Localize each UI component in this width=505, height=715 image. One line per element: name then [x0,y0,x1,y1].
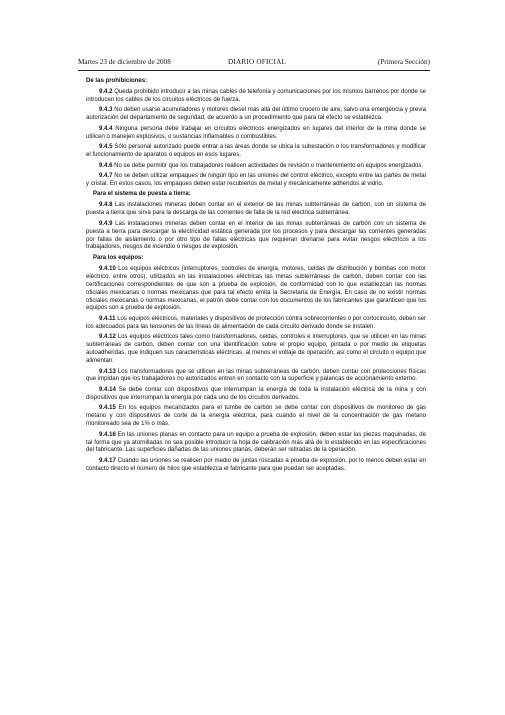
paragraph-text: Los equipos eléctricos tales como transformadores, celdas, controles e interruptores, que se utilicen en las minas subterráneas de carbón, deben contar con una identificación sobre el propio equipo, pintada o por medio de etiquetas autoadheridas, que indiquen sus características eléctricas, al menos el voltaje de operación, así como el circuito o equipo que alimentan. [86,334,426,365]
paragraph-9-4-6 [86,163,426,171]
section-heading-prohibiciones: De las prohibiciones: [86,78,148,84]
paragraph-text: En los equipos mecanizados para el tumbe de carbón se debe contar con dispositivos de monitoreo de gas metano y con dispositivos de corte de la energía eléctrica, para cuando el nivel de la concentración de gas metano monitoreado sea de 1% o más. [86,405,426,428]
paragraph-number: 9.4.11 [99,315,116,322]
paragraph-9-4-10 [86,266,426,313]
paragraph-number: 9.4.15 [99,405,116,412]
paragraph-number: 9.4.7 [99,173,113,180]
paragraph-text: Queda prohibido introducir a las minas cables de telefonía y comunicaciones por los mismos barrenos por donde se introducen los cables de los circuitos eléctricos de fuerza. [86,88,427,103]
paragraph-number: 9.4.8 [99,202,113,209]
paragraph-text: Los equipos eléctricos (interruptores, controles de energía, motores, celdas de distribución y bombas con motor eléctrico, entre otros), utilizados en las instalaciones eléctricas las minas subterráneas de carbón, deben contar con las certificaciones correspondientes de que son a prueba de explosión, de conformidad con lo que establezcan las normas oficiales mexicanas o normas mexicanas que para tal efecto emita la Secretaría de Energía. En caso de no existir normas oficiales mexicanas o normas mexicanas, el patrón debe contar con los documentos de los fabricantes que garanticen que los equipos son a prueba de explosión. [86,265,426,312]
page-header [78,58,430,70]
paragraph-text: Se debe contar con dispositivos que interrumpan la energía de toda la instalación eléctrica de la mina y con dispositivos que interrumpan la energía por cada uno de los circuitos derivados. [86,386,426,401]
paragraph-number: 9.4.16 [99,431,116,438]
paragraph-text: Cuando las uniones se realicen por medio de juntas roscadas a prueba de explosión, por lo menos deben estar en contacto directo el número de hilos que establezca el fabricante para que puedan ser aceptadas. [86,457,426,472]
header-publication: DIARIO OFICIAL [228,58,287,66]
paragraph-9-4-7 [86,173,426,189]
section-heading-equipos: Para los equipos: [93,254,144,261]
paragraph-9-4-15 [86,405,426,429]
paragraph-number: 9.4.4 [99,125,113,132]
paragraph-text: En las uniones planas en contacto para un equipo a prueba de explosión, deben estar las piezas maquinadas, de tal forma que ya atornilladas no sea posible introducir la hoja de calibración más allá de lo establecido en las especificaciones del fabricante. Las superficies dañadas de las uniones planas, deberán ser retiradas de la operación. [86,431,426,454]
paragraph-number: 9.4.9 [99,220,113,227]
header-section: (Primera Sección) [377,58,430,66]
paragraph-9-4-2 [86,89,426,105]
paragraph-number: 9.4.5 [99,144,113,151]
paragraph-text: Los transformadores que se utilicen en las minas subterráneas de carbón, deben contar con protecciones físicas que impidan que los trabajadores no autorizados entren en contacto con la superficie y palancas de accionamiento externo. [86,368,427,383]
paragraph-text: Las instalaciones mineras deben contar en el interior de las minas subterráneas de carbón con un sistema de puesta a tierra para descargar la electricidad estática generada por los procesos y para descargar las corrientes generadas por fallas de aislamiento o por otro tipo de fallas eléctricas que requieran drenarse para evitar riesgos eléctricos a los trabajadores, riesgos de incendio o riesgos de explosión. [86,220,426,251]
paragraph-number: 9.4.13 [99,368,116,375]
paragraph-9-4-9 [86,221,426,253]
header-date: Martes 23 de diciembre de 2008 [78,58,171,66]
paragraph-9-4-8 [86,202,426,218]
paragraph-9-4-4 [86,126,426,142]
paragraph-number: 9.4.6 [99,162,113,169]
paragraph-9-4-16 [86,432,426,456]
paragraph-9-4-12 [86,334,426,366]
paragraph-number: 9.4.14 [99,386,116,393]
paragraph-text: No se debe permitir que los trabajadores realicen actividades de revisión o mantenimiento en equipos energizados. [114,162,424,169]
paragraph-text: No se deben utilizar empaques de ningún tipo en las uniones del control eléctrico, excepto entre las partes de metal y cristal. En estos casos, los empaques deben estar recubiertos de metal y mecánicamente adheridos al vidrio. [86,173,426,187]
paragraph-text: Sólo personal autorizado puede entrar a las áreas donde se ubica la subestación o los transformadores y modificar el funcionamiento de aparatos o equipos en esos lugares. [86,144,426,159]
paragraph-9-4-11 [86,316,426,332]
paragraph-text: Ninguna persona debe trabajar en circuitos eléctricos energizados en lugares del interior de la mina donde se utilicen o manejen explosivos, o sustancias inflamables o combustibles. [86,125,426,140]
header-divider [78,70,430,71]
paragraph-text: Las instalaciones mineras deben contar en el exterior de las minas subterráneas de carbón, con un sistema de puesta a tierra que sirva para la descarga de las corrientes de falla de la red eléctrica subterránea. [86,202,426,217]
paragraph-number: 9.4.3 [99,107,113,114]
paragraph-9-4-13 [86,369,426,385]
paragraph-number: 9.4.10 [99,265,116,272]
section-heading-puesta-tierra: Para el sistema de puesta a tierra: [93,191,191,198]
paragraph-9-4-14 [86,387,426,403]
paragraph-text: No deben usarse acumuladores y motores diesel más allá del último crucero de aire, salvo una emergencia y previa autorización del departamento de seguridad, de acuerdo a un procedimiento que para tal efecto se establezca. [86,107,426,122]
paragraph-9-4-5 [86,144,426,160]
paragraph-number: 9.4.2 [99,88,113,95]
paragraph-number: 9.4.12 [99,334,116,341]
paragraph-text: Los equipos eléctricos, materiales y dispositivos de protección contra sobrecorrientes o por cortocircuito, deben ser los adecuados para las tensiones de las líneas de alimentación de cada circuito derivado donde se instalen. [86,315,426,330]
paragraph-9-4-17 [86,458,426,474]
paragraph-number: 9.4.17 [99,457,116,464]
document-body [86,78,426,476]
paragraph-9-4-3 [86,107,426,123]
